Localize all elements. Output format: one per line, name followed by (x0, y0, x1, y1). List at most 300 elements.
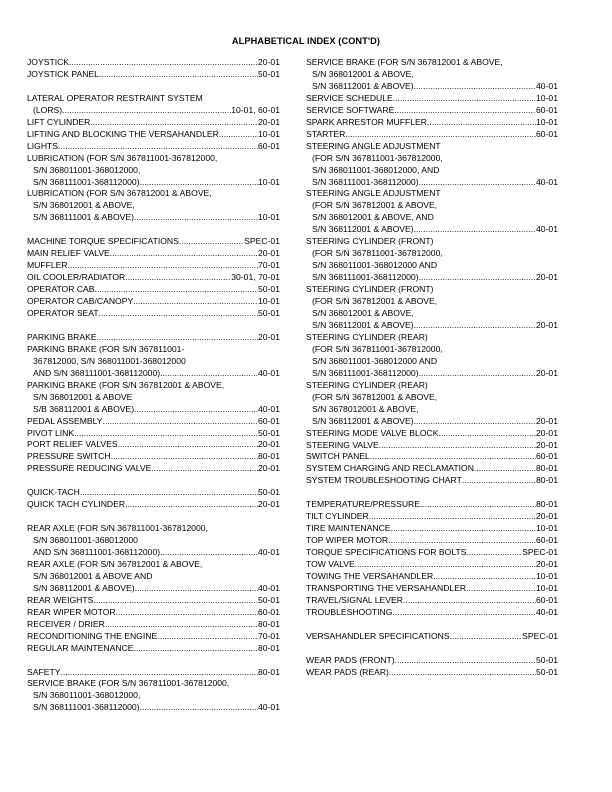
index-page-ref: 60-01 (258, 140, 280, 151)
index-page-ref: 20-01 (536, 367, 558, 378)
index-entry-text: TRAVEL/SIGNAL LEVER (306, 594, 403, 605)
index-entry-continuation (306, 248, 558, 260)
index-entry-line (306, 188, 558, 200)
index-entry-text: REAR WEIGHTS (27, 594, 94, 605)
section-spacer (27, 320, 280, 332)
index-entry-text: PRESSURE REDUCING VALVE (27, 463, 152, 474)
index-entry-line (306, 655, 558, 667)
index-entry (27, 559, 280, 595)
index-entry-continuation (306, 368, 558, 380)
index-entry-line (27, 428, 280, 440)
index-entry-line (27, 559, 280, 571)
index-entry-text: OPERATOR CAB/CANOPY (27, 296, 134, 307)
index-entry-line (306, 141, 558, 153)
index-entry (306, 655, 558, 667)
index-entry-text: OIL COOLER/RADIATOR (27, 272, 126, 283)
index-entry-text: (LORS) (33, 104, 63, 115)
index-entry-text: (FOR S/N 367812001 & ABOVE, (312, 391, 438, 402)
dot-leader (140, 177, 258, 189)
index-entry-line (27, 631, 280, 643)
index-entry (306, 332, 558, 380)
index-entry-text: REGULAR MAINTENANCE (27, 642, 134, 653)
index-entry-line (306, 535, 558, 547)
index-entry-text: LATERAL OPERATOR RESTRAINT SYSTEM (27, 92, 203, 103)
section-spacer (27, 224, 280, 236)
index-page-ref: 10-01 (536, 92, 558, 103)
index-page-ref: 20-01 (536, 415, 558, 426)
index-entry-line (306, 595, 558, 607)
index-entry (27, 463, 280, 475)
index-entry-text: LIFT CYLINDER (27, 116, 91, 127)
index-entry (27, 678, 280, 714)
index-entry-line (27, 141, 280, 153)
index-entry-text: S/N 368011001-368012000, (33, 690, 141, 701)
dot-leader (420, 499, 536, 511)
index-entry-text: SERVICE BRAKE (FOR S/N 367812001 & ABOVE, (306, 57, 503, 67)
index-entry-text: SERVICE SOFTWARE (306, 104, 395, 115)
index-entry-continuation (306, 356, 558, 368)
index-entry (306, 188, 558, 236)
index-entry-text: STARTER (306, 128, 346, 139)
index-entry-text: SYSTEM CHARGING AND RECLAMATION (306, 463, 474, 474)
index-page-ref: 80-01 (258, 666, 280, 677)
index-entry-continuation (306, 260, 558, 272)
index-entry-line (27, 451, 280, 463)
index-entry-continuation (27, 356, 280, 368)
dot-leader (392, 607, 536, 619)
index-entry-line (27, 416, 280, 428)
index-page-ref: 40-01 (536, 606, 558, 617)
index-entry (306, 129, 558, 141)
index-entry-line (27, 260, 280, 272)
index-entry-text: S/N 368011001-368012000 (33, 535, 138, 546)
index-entry-continuation (306, 200, 558, 212)
index-entry-continuation (27, 583, 280, 595)
index-entry (27, 141, 280, 153)
index-entry (306, 284, 558, 332)
index-entry (306, 571, 558, 583)
index-entry-text: TRANSPORTING THE VERSAHANDLER (306, 582, 467, 593)
index-entry-text: TIRE MAINTENANCE (306, 523, 391, 534)
index-entry-text: PRESSURE SWITCH (27, 451, 111, 462)
section-spacer (306, 619, 558, 631)
index-entry (27, 487, 280, 499)
index-entry-line (306, 117, 558, 129)
dot-leader (68, 260, 258, 272)
index-entry (27, 129, 280, 141)
index-entry (27, 236, 280, 248)
index-entry (27, 595, 280, 607)
index-entry-line (27, 129, 280, 141)
index-entry (27, 284, 280, 296)
index-entry-text: STEERING ANGLE ADJUSTMENT (306, 140, 441, 151)
index-entry-continuation (306, 153, 558, 165)
index-entry-text: MACHINE TORQUE SPECIFICATIONS (27, 236, 179, 247)
index-entry (306, 667, 558, 679)
index-entry-continuation (306, 212, 558, 224)
index-entry (306, 583, 558, 595)
dot-leader (391, 523, 537, 535)
section-spacer (27, 475, 280, 487)
index-entry-line (306, 559, 558, 571)
index-page-ref: 80-01 (536, 463, 558, 474)
index-page-ref: 50-01 (258, 307, 280, 318)
index-entry-text: VERSAHANDLER SPECIFICATIONS (306, 630, 450, 641)
index-entry-text: TEMPERATURE/PRESSURE (306, 499, 420, 510)
index-entry-line (306, 428, 558, 440)
index-page-ref: 20-01 (536, 319, 558, 330)
index-entry-text: (FOR S/N 367812001 & ABOVE, (312, 200, 438, 211)
index-entry (27, 428, 280, 440)
index-page-ref: 80-01 (536, 499, 558, 510)
index-page-ref: 80-01 (258, 618, 280, 629)
dot-leader (99, 69, 258, 81)
index-entry (27, 308, 280, 320)
index-entry-text: S/N 368111001-368112000) (33, 702, 140, 713)
dot-leader (140, 702, 258, 714)
index-entry-line (306, 475, 558, 487)
index-page-ref: 80-01 (536, 475, 558, 486)
index-entry-text: STEERING CYLINDER (FRONT) (306, 284, 434, 295)
dot-leader (379, 440, 536, 452)
index-entry-line (27, 153, 280, 165)
dot-leader (462, 475, 536, 487)
dot-leader (219, 129, 258, 141)
index-entry-continuation (306, 296, 558, 308)
dot-leader (393, 93, 536, 105)
dot-leader (179, 236, 244, 248)
index-page-ref: 10-01 (536, 570, 558, 581)
dot-leader (160, 368, 258, 380)
index-page-ref: 20-01 (536, 427, 558, 438)
index-entry (27, 619, 280, 631)
index-entry (306, 236, 558, 284)
dot-leader (414, 416, 536, 428)
index-entry-line (27, 57, 280, 69)
dot-leader (414, 224, 536, 236)
section-spacer (27, 655, 280, 667)
index-page-ref: 20-01 (258, 499, 280, 510)
index-entry-line (306, 607, 558, 619)
index-page-ref: 60-01 (536, 594, 558, 605)
index-entry (306, 93, 558, 105)
dot-leader (419, 177, 536, 189)
index-page-ref: 60-01 (258, 606, 280, 617)
dot-leader (466, 583, 536, 595)
index-entry-text: STEERING CYLINDER (FRONT) (306, 236, 434, 247)
index-entry-text: S/N 368111001 & ABOVE) (33, 212, 134, 223)
index-entry-text: TORQUE SPECIFICATIONS FOR BOLTS (306, 547, 467, 558)
index-entry-continuation (27, 404, 280, 416)
index-page-ref: SPEC-01 (522, 547, 558, 558)
index-entry-text: S/N 368011001-368012000 AND (312, 355, 438, 366)
index-entry (27, 344, 280, 380)
index-entry-text: (FOR S/N 367811001-367812000, (312, 343, 443, 354)
index-entry-continuation (306, 224, 558, 236)
index-entry (27, 631, 280, 643)
index-entry (306, 57, 558, 93)
index-entry (27, 451, 280, 463)
index-entry-text: SYSTEM TROUBLESHOOTING CHART (306, 475, 462, 486)
dot-leader (157, 631, 258, 643)
dot-leader (419, 272, 536, 284)
index-entry-continuation (27, 535, 280, 547)
index-page-ref: 20-01 (258, 57, 280, 67)
index-entry-text: S/N 368111001-368112000) (312, 367, 419, 378)
dot-leader (74, 428, 258, 440)
index-entry-text: SERVICE SCHEDULE (306, 92, 393, 103)
dot-leader (388, 535, 536, 547)
index-page-ref: 40-01 (258, 582, 280, 593)
dot-leader (427, 117, 536, 129)
dot-leader (389, 667, 536, 679)
index-entry-line (27, 93, 280, 105)
index-entry-continuation (27, 392, 280, 404)
index-entry-text: STEERING MODE VALVE BLOCK (306, 427, 439, 438)
index-page-ref: 50-01 (258, 487, 280, 498)
index-page-ref: 10-01 (258, 176, 280, 187)
index-entry (27, 332, 280, 344)
index-entry-text: S/N 368012001 & ABOVE AND (33, 570, 153, 581)
index-entry-text: MAIN RELIEF VALVE (27, 248, 110, 259)
index-entry-text: STEERING CYLINDER (REAR) (306, 379, 428, 390)
index-entry-line (306, 583, 558, 595)
index-page-ref: 60-01 (536, 128, 558, 139)
index-entry-continuation (27, 212, 280, 224)
index-entry-line (27, 523, 280, 535)
index-entry-continuation (306, 272, 558, 284)
index-page-ref: 40-01 (258, 702, 280, 713)
index-entry-text: S/N 368111001-368112000) (33, 176, 140, 187)
index-page-ref: 70-01 (258, 260, 280, 271)
index-page-ref: 20-01 (258, 248, 280, 259)
index-entry-text: JOYSTICK PANEL (27, 68, 99, 79)
index-entry-text: QUICK TACH CYLINDER (27, 499, 126, 510)
index-entry-continuation (27, 571, 280, 583)
dot-leader (151, 463, 258, 475)
index-entry-text: OPERATOR SEAT (27, 307, 99, 318)
index-entry-line (306, 332, 558, 344)
index-page-ref: 20-01 (536, 439, 558, 450)
index-entry-text: REAR WIPER MOTOR (27, 606, 116, 617)
index-entry (27, 416, 280, 428)
index-entry-line (27, 248, 280, 260)
dot-leader (135, 583, 258, 595)
index-entry (27, 643, 280, 655)
dot-leader (414, 320, 536, 332)
index-page-ref: 50-01 (258, 427, 280, 438)
index-entry-text: QUICK-TACH (27, 487, 80, 498)
dot-leader (99, 308, 258, 320)
index-entry-text: S/N 368011001-368012000, AND (312, 164, 440, 175)
index-entry-line (27, 619, 280, 631)
index-entry-text: PORT RELIEF VALVES (27, 439, 118, 450)
index-entry (306, 105, 558, 117)
index-entry-text: RECONDITIONING THE ENGINE (27, 630, 158, 641)
index-entry (27, 499, 280, 511)
index-page-ref: 40-01 (258, 547, 280, 557)
index-entry-text: JOYSTICK (27, 57, 70, 67)
index-entry (27, 260, 280, 272)
index-page-ref: 50-01 (258, 284, 280, 295)
index-entry-line (306, 667, 558, 679)
index-entry-text: PARKING BRAKE (27, 331, 97, 342)
index-entry-text: S/N 3678012001 & ABOVE, (312, 403, 419, 414)
dot-leader (433, 571, 536, 583)
index-entry (306, 559, 558, 571)
index-entry-continuation (27, 547, 280, 559)
section-spacer (27, 511, 280, 523)
index-entry (27, 380, 280, 416)
index-entry-text: STEERING ANGLE ADJUSTMENT (306, 188, 441, 199)
index-entry-text: AND S/N 368111001-368112000) (33, 367, 161, 378)
index-entry-line (27, 439, 280, 451)
index-entry-text: S/B 368112001 & ABOVE) (33, 403, 135, 414)
index-entry-continuation (306, 392, 558, 404)
index-entry-line (27, 678, 280, 690)
dot-leader (134, 404, 258, 416)
dot-leader (62, 105, 231, 117)
section-spacer (27, 81, 280, 93)
index-entry-text: S/N 368112001 & ABOVE) (312, 319, 414, 330)
index-entry-text: SAFETY (27, 666, 61, 677)
dot-leader (93, 595, 258, 607)
index-entry (306, 535, 558, 547)
index-page-ref: 80-01 (258, 451, 280, 462)
section-spacer (306, 487, 558, 499)
index-entry-continuation (27, 177, 280, 189)
dot-leader (110, 248, 258, 260)
index-entry-continuation (27, 105, 280, 117)
index-entry-text: LUBRICATION (FOR S/N 367812001 & ABOVE, (27, 188, 212, 199)
index-entry (306, 631, 558, 643)
index-entry (27, 117, 280, 129)
index-entry-line (306, 57, 558, 69)
index-entry-text: STEERING CYLINDER (REAR) (306, 331, 428, 342)
index-entry-text: PARKING BRAKE (FOR S/N 367811001- (27, 343, 185, 354)
index-entry (27, 248, 280, 260)
index-page-ref: 10-01 (536, 523, 558, 534)
index-page-ref: 30-01, 70-01 (231, 272, 280, 283)
index-entry-text: S/N 368012001 & ABOVE, (33, 200, 135, 211)
index-entry-continuation (27, 690, 280, 702)
index-page-ref: 40-01 (258, 367, 280, 378)
index-entry (27, 57, 280, 69)
index-page-ref: 10-01 (536, 582, 558, 593)
index-entry-text: (FOR S/N 367812001 & ABOVE, (312, 296, 438, 307)
index-entry-line (27, 607, 280, 619)
index-entry (306, 547, 558, 559)
index-entry-line (27, 272, 280, 284)
index-entry (27, 607, 280, 619)
dot-leader (69, 57, 258, 69)
dot-leader (58, 141, 258, 153)
index-page-ref: 20-01 (258, 331, 280, 342)
index-entry-line (306, 380, 558, 392)
index-entry-text: LUBRICATION (FOR S/N 367811001-367812000, (27, 152, 218, 163)
index-page-ref: 10-01 (536, 116, 558, 127)
index-page-ref: 10-01 (258, 128, 280, 139)
index-page-ref: 40-01 (536, 224, 558, 235)
index-entry-line (27, 595, 280, 607)
index-entry-line (306, 236, 558, 248)
index-entry-line (306, 129, 558, 141)
index-entry-continuation (306, 320, 558, 332)
dot-leader (60, 667, 258, 679)
dot-leader (111, 451, 258, 463)
index-entry-text: S/N 368012001 & ABOVE (33, 391, 133, 402)
index-page-ref: 10-01 (258, 296, 280, 307)
index-page-ref: 60-01 (536, 535, 558, 546)
index-page-ref: SPEC-01 (522, 630, 558, 641)
index-entry-continuation (306, 69, 558, 81)
index-page-ref: 10-01 (258, 212, 280, 223)
index-entry-continuation (27, 368, 280, 380)
index-entry-text: S/N 368012001 & ABOVE, (312, 68, 414, 79)
index-entry (306, 141, 558, 189)
index-entry-continuation (27, 200, 280, 212)
index-entry (306, 499, 558, 511)
dot-leader (90, 117, 258, 129)
dot-leader (105, 619, 258, 631)
dot-leader (97, 332, 258, 344)
index-page-ref: 50-01 (536, 666, 558, 677)
index-entry-text: TROUBLESHOOTING (306, 606, 393, 617)
dot-leader (102, 416, 258, 428)
index-entry-text: S/N 368112001 & ABOVE) (33, 582, 135, 593)
index-entry-line (27, 463, 280, 475)
index-page-ref: 70-01 (258, 630, 280, 641)
index-entry (27, 188, 280, 224)
index-page-ref: 20-01 (536, 511, 558, 522)
index-entry-text: S/N 368011001-368012000, (33, 164, 141, 175)
index-page-ref: 60-01 (536, 451, 558, 462)
index-entry-text: LIGHTS (27, 140, 59, 151)
dot-leader (450, 631, 523, 643)
index-entry (27, 523, 280, 559)
index-entry (306, 475, 558, 487)
index-entry-line (306, 523, 558, 535)
index-column-right (306, 57, 558, 679)
index-page-ref: 60-01 (536, 104, 558, 115)
index-page-ref: 20-01 (536, 559, 558, 570)
dot-leader (369, 511, 536, 523)
index-entry-line (27, 487, 280, 499)
index-entry-line (27, 332, 280, 344)
index-entry-line (306, 105, 558, 117)
dot-leader (118, 439, 258, 451)
index-entry-text: 367812000, S/N 368011001-368012000 (33, 355, 186, 366)
dot-leader (125, 499, 258, 511)
index-entry (27, 439, 280, 451)
index-entry-line (27, 236, 280, 248)
index-entry (306, 117, 558, 129)
index-entry-text: OPERATOR CAB (27, 284, 95, 295)
dot-leader (116, 607, 258, 619)
index-entry (306, 380, 558, 428)
index-entry-continuation (306, 344, 558, 356)
dot-leader (414, 81, 536, 93)
index-entry-text: (FOR S/N 367811001-367812000, (312, 152, 443, 163)
index-entry-text: S/N 368112001 & ABOVE) (312, 80, 414, 91)
index-page-ref: 20-01 (258, 439, 280, 450)
index-page-ref: 50-01 (536, 654, 558, 665)
index-entry-continuation (27, 702, 280, 714)
index-entry-line (306, 451, 558, 463)
index-entry-text: TOWING THE VERSAHANDLER (306, 570, 434, 581)
index-page-ref: 20-01 (536, 272, 558, 283)
index-entry-continuation (306, 308, 558, 320)
